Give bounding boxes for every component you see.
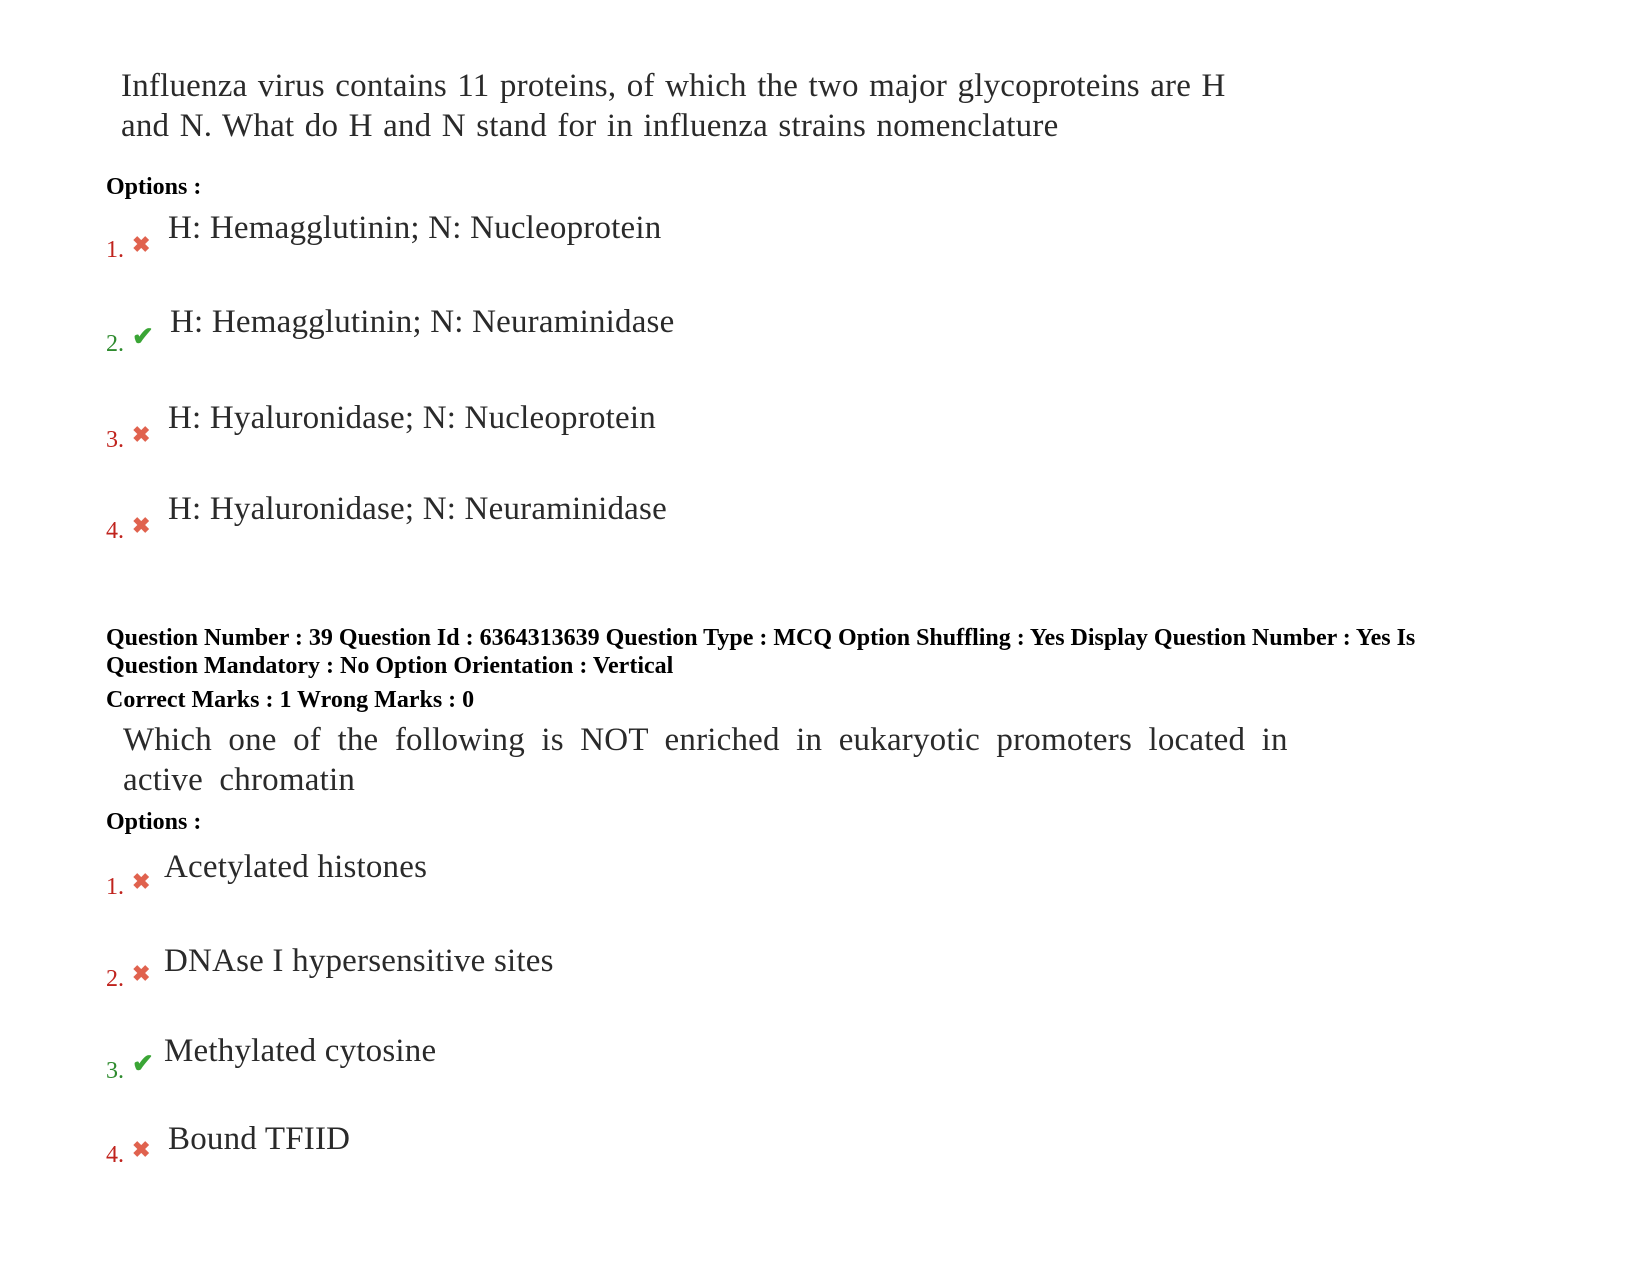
question-1-text-line-2: and N. What do H and N stand for in influenza strains nomenclature — [121, 108, 1059, 144]
question-1-option-4 — [106, 489, 906, 549]
question-39-marks: Correct Marks : 1 Wrong Marks : 0 — [106, 687, 475, 713]
question-39-option-2 — [106, 941, 906, 1001]
question-meta-line-1: Question Number : 39 Question Id : 6364313639 Question Type : MCQ Option Shuffling : Yes Display Question Number : Yes Is — [106, 625, 1416, 651]
option-text: H: Hemagglutinin; N: Neuraminidase — [170, 304, 675, 340]
question-39-meta — [106, 624, 1606, 680]
question-1-text — [121, 66, 1226, 146]
option-number: 4. — [106, 518, 124, 544]
option-text: H: Hemagglutinin; N: Nucleoprotein — [168, 210, 662, 246]
option-text: Bound TFIID — [168, 1121, 351, 1157]
option-number: 1. — [106, 874, 124, 900]
question-39-option-1 — [106, 847, 906, 907]
question-1-options-label: Options : — [106, 174, 202, 200]
option-number: 2. — [106, 331, 124, 357]
question-39-text-line-1: Which one of the following is NOT enriched in eukaryotic promoters located in — [123, 722, 1288, 758]
question-39-options-label: Options : — [106, 809, 202, 835]
cross-icon: ✖ — [132, 961, 151, 986]
question-1-option-1 — [106, 208, 906, 268]
check-icon: ✔ — [132, 1049, 154, 1078]
question-1-text-line-1: Influenza virus contains 11 proteins, of which the two major glycoproteins are H — [121, 68, 1226, 104]
cross-icon: ✖ — [132, 422, 151, 447]
check-icon: ✔ — [132, 322, 154, 351]
option-number: 3. — [106, 427, 124, 453]
cross-icon: ✖ — [132, 513, 151, 538]
cross-icon: ✖ — [132, 1137, 151, 1162]
option-text: DNAse I hypersensitive sites — [164, 943, 554, 979]
question-39-text — [123, 720, 1288, 800]
question-1-option-3 — [106, 398, 906, 458]
cross-icon: ✖ — [132, 869, 151, 894]
question-39-option-3 — [106, 1031, 906, 1091]
option-number: 2. — [106, 966, 124, 992]
option-number: 1. — [106, 237, 124, 263]
question-39-text-line-2: active chromatin — [123, 762, 356, 798]
option-text: Acetylated histones — [164, 849, 428, 885]
question-39-option-4 — [106, 1119, 906, 1179]
option-number: 4. — [106, 1142, 124, 1168]
option-text: Methylated cytosine — [164, 1033, 437, 1069]
option-number: 3. — [106, 1058, 124, 1084]
question-1-option-2 — [106, 302, 906, 362]
cross-icon: ✖ — [132, 232, 151, 257]
option-text: H: Hyaluronidase; N: Nucleoprotein — [168, 400, 656, 436]
option-text: H: Hyaluronidase; N: Neuraminidase — [168, 491, 667, 527]
question-meta-line-2: Question Mandatory : No Option Orientation : Vertical — [106, 653, 674, 679]
